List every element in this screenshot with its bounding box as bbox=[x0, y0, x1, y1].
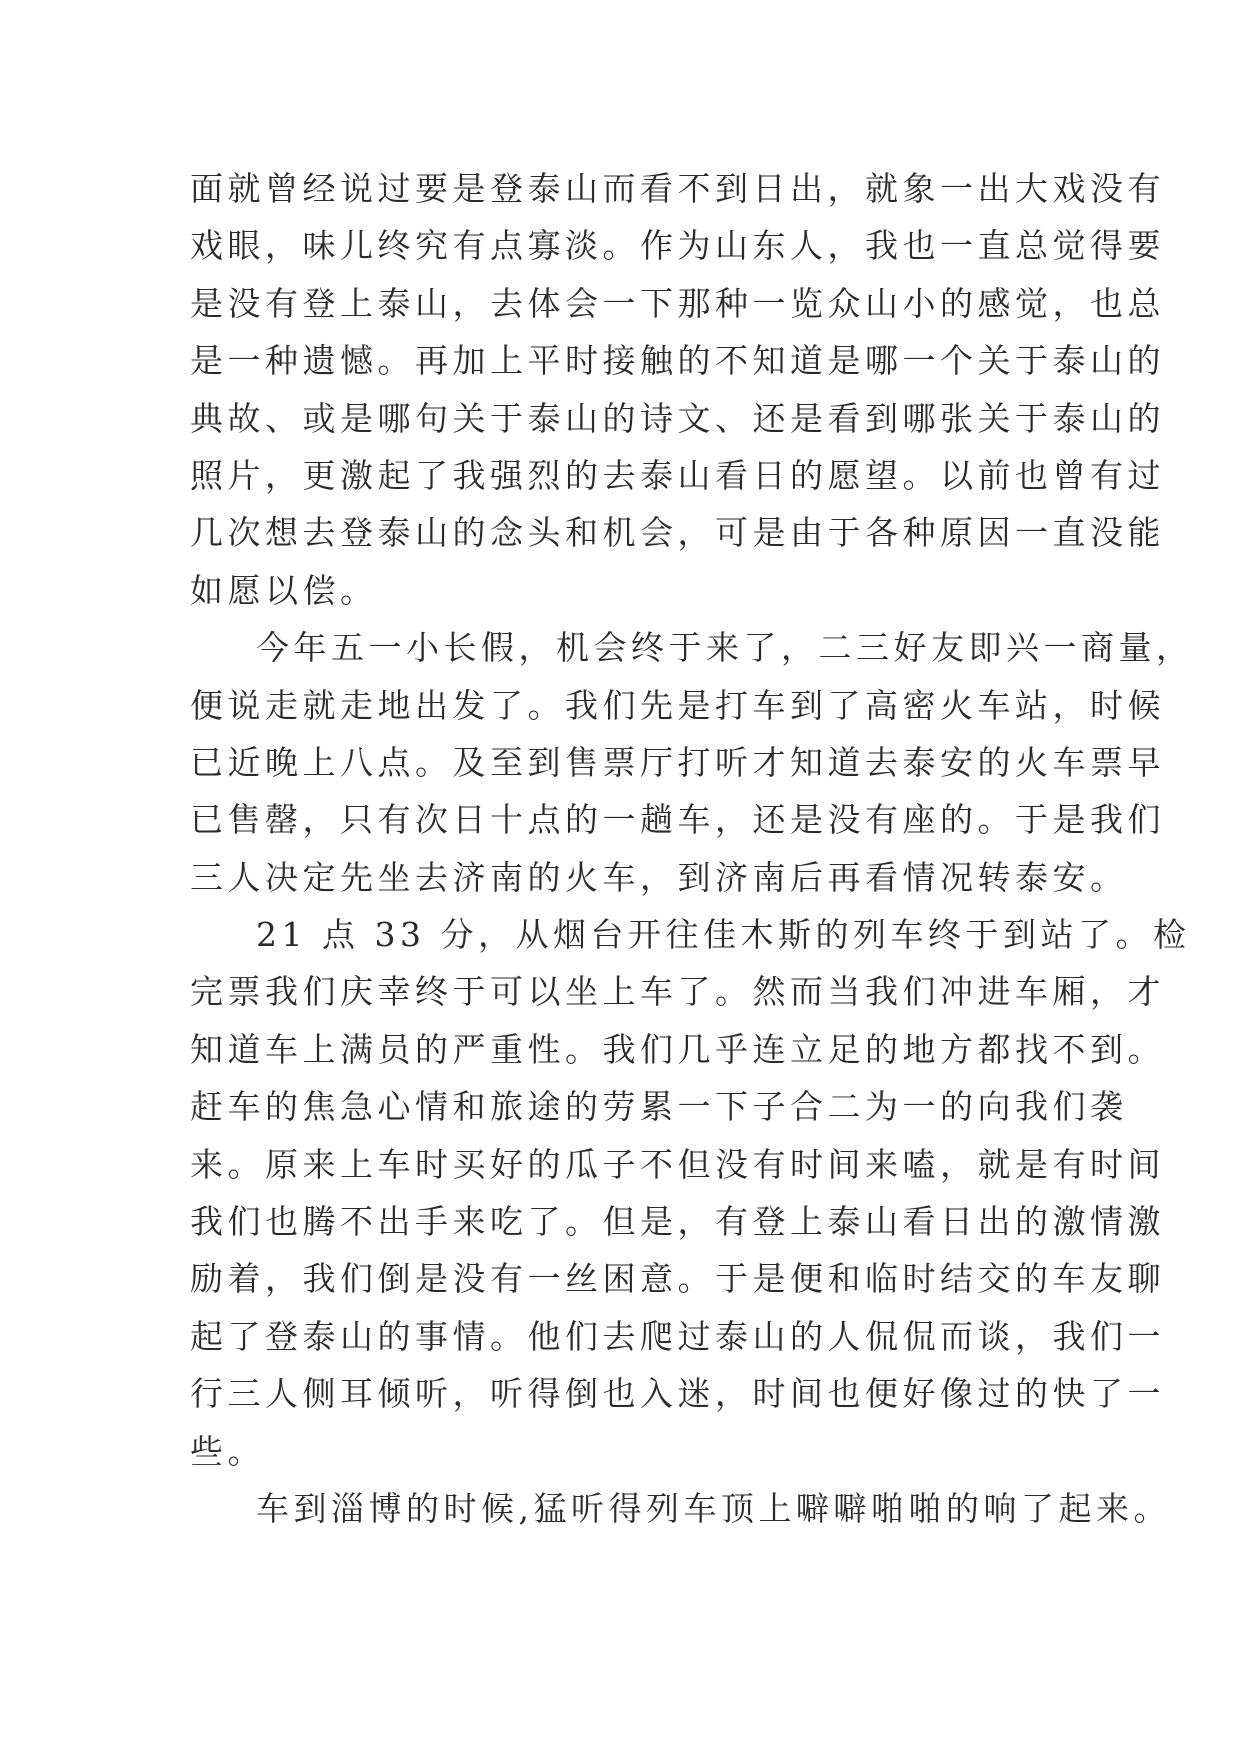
text-line: 完票我们庆幸终于可以坐上车了。然而当我们冲进车厢，才 bbox=[190, 972, 1165, 1012]
text-line: 我们也腾不出手来吃了。但是，有登上泰山看日出的激情激 bbox=[190, 1202, 1165, 1242]
paragraph-start-line: 今年五一小长假，机会终于来了，二三好友即兴一商量， bbox=[256, 628, 1194, 668]
body-text bbox=[190, 160, 1194, 1537]
text-line: 知道车上满员的严重性。我们几乎连立足的地方都找不到。 bbox=[190, 1029, 1165, 1069]
text-line: 励着，我们倒是没有一丝困意。于是便和临时结交的车友聊 bbox=[190, 1259, 1165, 1299]
text-line: 便说走就走地出发了。我们先是打车到了高密火车站，时候 bbox=[190, 685, 1165, 725]
text-line: 些。 bbox=[190, 1431, 265, 1471]
paragraph-start-line: 车到淄博的时候,猛听得列车顶上噼噼啪啪的响了起来。 bbox=[256, 1488, 1171, 1528]
text-line: 面就曾经说过要是登泰山而看不到日出，就象一出大戏没有 bbox=[190, 169, 1165, 208]
text-line: 典故、或是哪句关于泰山的诗文、还是看到哪张关于泰山的 bbox=[190, 398, 1165, 438]
text-line: 已售罄，只有次日十点的一趟车，还是没有座的。于是我们 bbox=[190, 800, 1165, 840]
text-line: 已近晚上八点。及至到售票厅打听才知道去泰安的火车票早 bbox=[190, 742, 1165, 782]
text-line: 赶车的焦急心情和旅途的劳累一下子合二为一的向我们袭 bbox=[190, 1087, 1128, 1127]
text-line: 来。原来上车时买好的瓜子不但没有时间来嗑，就是有时间 bbox=[190, 1144, 1165, 1184]
text-line: 是一种遗憾。再加上平时接触的不知道是哪一个关于泰山的 bbox=[190, 341, 1165, 381]
text-line: 起了登泰山的事情。他们去爬过泰山的人侃侃而谈，我们一 bbox=[190, 1316, 1165, 1356]
text-line: 几次想去登泰山的念头和机会，可是由于各种原因一直没能 bbox=[190, 513, 1165, 553]
text-line: 如愿以偿。 bbox=[190, 570, 378, 610]
text-line: 三人决定先坐去济南的火车，到济南后再看情况转泰安。 bbox=[190, 857, 1128, 897]
text-line: 戏眼，味儿终究有点寡淡。作为山东人，我也一直总觉得要 bbox=[190, 226, 1165, 266]
text-line: 行三人侧耳倾听，听得倒也入迷，时间也便好像过的快了一 bbox=[190, 1374, 1165, 1414]
paragraph-start-line: 21 点 33 分，从烟台开往佳木斯的列车终于到站了。检 bbox=[256, 915, 1191, 955]
text-line: 照片，更激起了我强烈的去泰山看日的愿望。以前也曾有过 bbox=[190, 455, 1165, 495]
text-line: 是没有登上泰山，去体会一下那种一览众山小的感觉，也总 bbox=[190, 283, 1165, 323]
